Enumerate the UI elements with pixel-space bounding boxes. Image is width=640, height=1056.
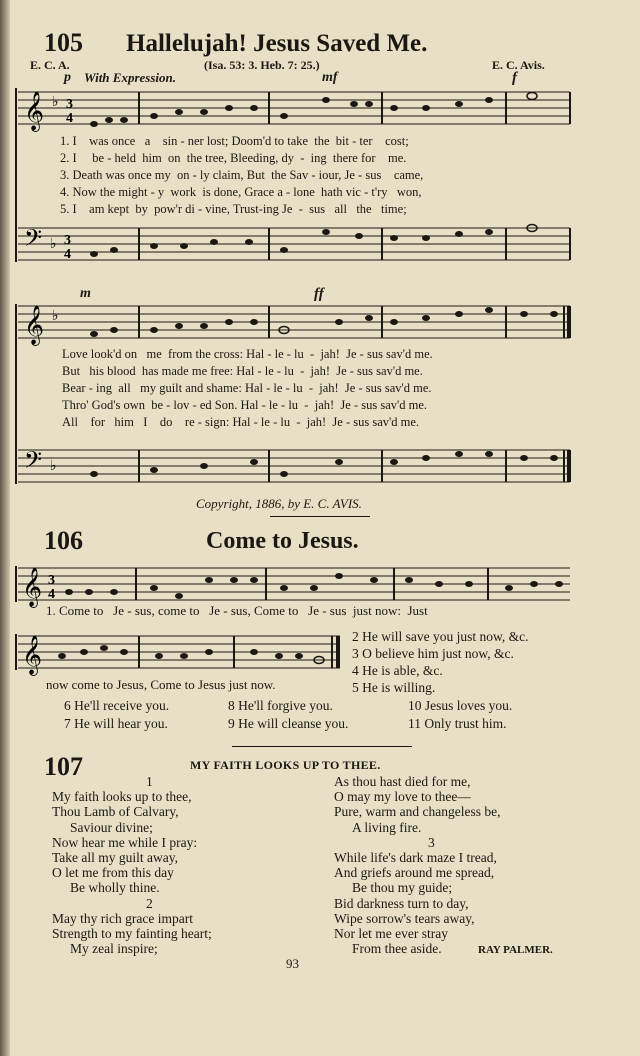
verses-block-2 [62, 347, 562, 432]
left-line: Saviour divine; [70, 819, 153, 835]
svg-text:4: 4 [64, 247, 71, 262]
right-line: Pure, warm and changeless be, [334, 804, 501, 820]
verse-11: 11 Only trust him. [408, 716, 507, 731]
svg-text:𝄞: 𝄞 [22, 569, 43, 606]
stanza-number-2: 2 [146, 895, 153, 911]
hymn-107-title: MY FAITH LOOKS UP TO THEE. [190, 758, 381, 772]
dynamic-m: m [80, 286, 91, 301]
svg-text:𝄞: 𝄞 [24, 307, 45, 344]
dynamic-mf: mf [322, 70, 338, 85]
hymn-106-title: Come to Jesus. [206, 528, 359, 554]
left-line: My zeal inspire; [70, 941, 158, 957]
staff-106-line-2 [14, 628, 344, 672]
hymn-107-left-column [52, 774, 312, 956]
svg-text:3: 3 [64, 233, 71, 248]
left-line: Thou Lamb of Calvary, [52, 804, 179, 820]
stanza-number-1: 1 [146, 774, 153, 789]
right-line: O may my love to thee— [334, 789, 471, 805]
dynamic-f: f [512, 70, 517, 86]
binding-edge [0, 0, 10, 1056]
hymn-106-side-verses [352, 628, 528, 696]
svg-text:4: 4 [66, 111, 73, 126]
divider-ornament-2 [232, 746, 412, 747]
verse-3-line-1: 3. Death was once my on - ly claim, But the Sav - iour, Je - sus came, [60, 168, 424, 182]
left-line: O let me from this day [52, 865, 174, 881]
verse-4-line-1: 4. Now the might - y work is done, Grace a - lone hath vic - t'ry won, [60, 185, 422, 199]
verse-3-line-2: Bear - ing all my guilt and shame: Hal - le - lu - jah! Je - sus sav'd me. [62, 381, 432, 395]
verse-5-line-1: 5. I am kept by pow'r di - vine, Trust-ing Je - sus all the time; [60, 202, 407, 216]
side-verse-5: 5 He is willing. [352, 680, 436, 695]
treble-clef-icon: 𝄞 [24, 93, 45, 130]
verse-2-line-1: 2. I be - held him on the tree, Bleeding, dy - ing there for me. [60, 151, 407, 165]
verse-1-line-1: 1. I was once a sin - ner lost; Doom'd to take the bit - ter cost; [60, 134, 409, 148]
verse-8: 8 He'll forgive you. [228, 698, 333, 713]
dynamic-ff: ff [314, 286, 324, 302]
divider-ornament-1 [270, 516, 370, 517]
hymn-105-number: 105 [44, 28, 83, 57]
svg-text:♭: ♭ [50, 237, 57, 252]
verse-4-line-2: Thro' God's own be - lov - ed Son. Hal - le - lu - jah! Je - sus sav'd me. [62, 398, 428, 412]
hymn-107-right-column [334, 774, 574, 956]
side-verse-4: 4 He is able, &c. [352, 663, 443, 678]
page-number: 93 [286, 956, 299, 971]
verses-block-1 [60, 134, 560, 219]
dynamic-p: p [64, 70, 71, 85]
bass-clef-icon: 𝄢 [24, 226, 43, 257]
side-verse-2: 2 He will save you just now, &c. [352, 629, 529, 644]
right-line: From thee aside. [352, 941, 442, 957]
expression-mark: With Expression. [84, 70, 176, 85]
svg-text:4: 4 [48, 587, 55, 602]
verse-10: 10 Jesus loves you. [408, 698, 513, 713]
left-line: Strength to my fainting heart; [52, 926, 212, 942]
hymn-106-line-2: now come to Jesus, Come to Jesus just now. [46, 677, 276, 692]
verse-9: 9 He will cleanse you. [228, 716, 349, 731]
treble-staff-1 [18, 92, 570, 124]
verse-1-line-2: Love look'd on me from the cross: Hal - le - lu - jah! Je - sus sav'd me. [62, 347, 433, 361]
right-line: Nor let me ever stray [334, 926, 448, 942]
verse-6: 6 He'll receive you. [64, 698, 170, 713]
hymn-107-number: 107 [44, 752, 83, 781]
verse-2-line-2: But his blood has made me free: Hal - le - lu - jah! Je - sus sav'd me. [62, 364, 423, 378]
right-line: And griefs around me spread, [334, 865, 495, 881]
svg-text:𝄢: 𝄢 [24, 448, 43, 479]
left-line: My faith looks up to thee, [52, 789, 192, 805]
side-verse-3: 3 O believe him just now, &c. [352, 646, 514, 661]
svg-text:𝄞: 𝄞 [22, 637, 43, 674]
right-line: A living fire. [352, 819, 422, 835]
svg-text:3: 3 [66, 97, 73, 112]
verse-7: 7 He will hear you. [64, 716, 168, 731]
music-by: E. C. Avis. [492, 58, 545, 72]
svg-text:♭: ♭ [50, 459, 57, 474]
verse-5-line-2: All for him I do re - sign: Hal - le - lu - jah! Je - sus sav'd me. [62, 415, 420, 429]
staff-106-line-1 [14, 560, 574, 604]
left-line: Take all my guilt away, [52, 850, 179, 866]
right-line: Wipe sorrow's tears away, [334, 910, 475, 926]
copyright-105: Copyright, 1886, by E. C. AVIS. [196, 496, 362, 511]
right-line: As thou hast died for me, [334, 774, 471, 789]
words-by: E. C. A. [30, 58, 70, 72]
stanza-number-3: 3 [428, 834, 435, 850]
hymn-107-author: RAY PALMER. [478, 944, 553, 956]
left-line: Now hear me while I pray: [52, 834, 198, 850]
hymn-106-number: 106 [44, 526, 83, 555]
left-line: Be wholly thine. [70, 880, 160, 896]
hymn-106-line-1: 1. Come to Je - sus, come to Je - sus, Come to Je - sus just now: Just [46, 603, 428, 618]
svg-text:♭: ♭ [52, 95, 59, 110]
scripture-ref: (Isa. 53: 3. Heb. 7: 25.) [204, 58, 320, 72]
left-line: May thy rich grace impart [52, 910, 193, 926]
right-line: Be thou my guide; [352, 880, 453, 896]
right-line: Bid darkness turn to day, [334, 895, 469, 911]
hymn-105-title: Hallelujah! Jesus Saved Me. [126, 30, 428, 57]
svg-text:3: 3 [48, 573, 55, 588]
svg-text:♭: ♭ [52, 309, 59, 324]
right-line: While life's dark maze I tread, [334, 850, 497, 866]
